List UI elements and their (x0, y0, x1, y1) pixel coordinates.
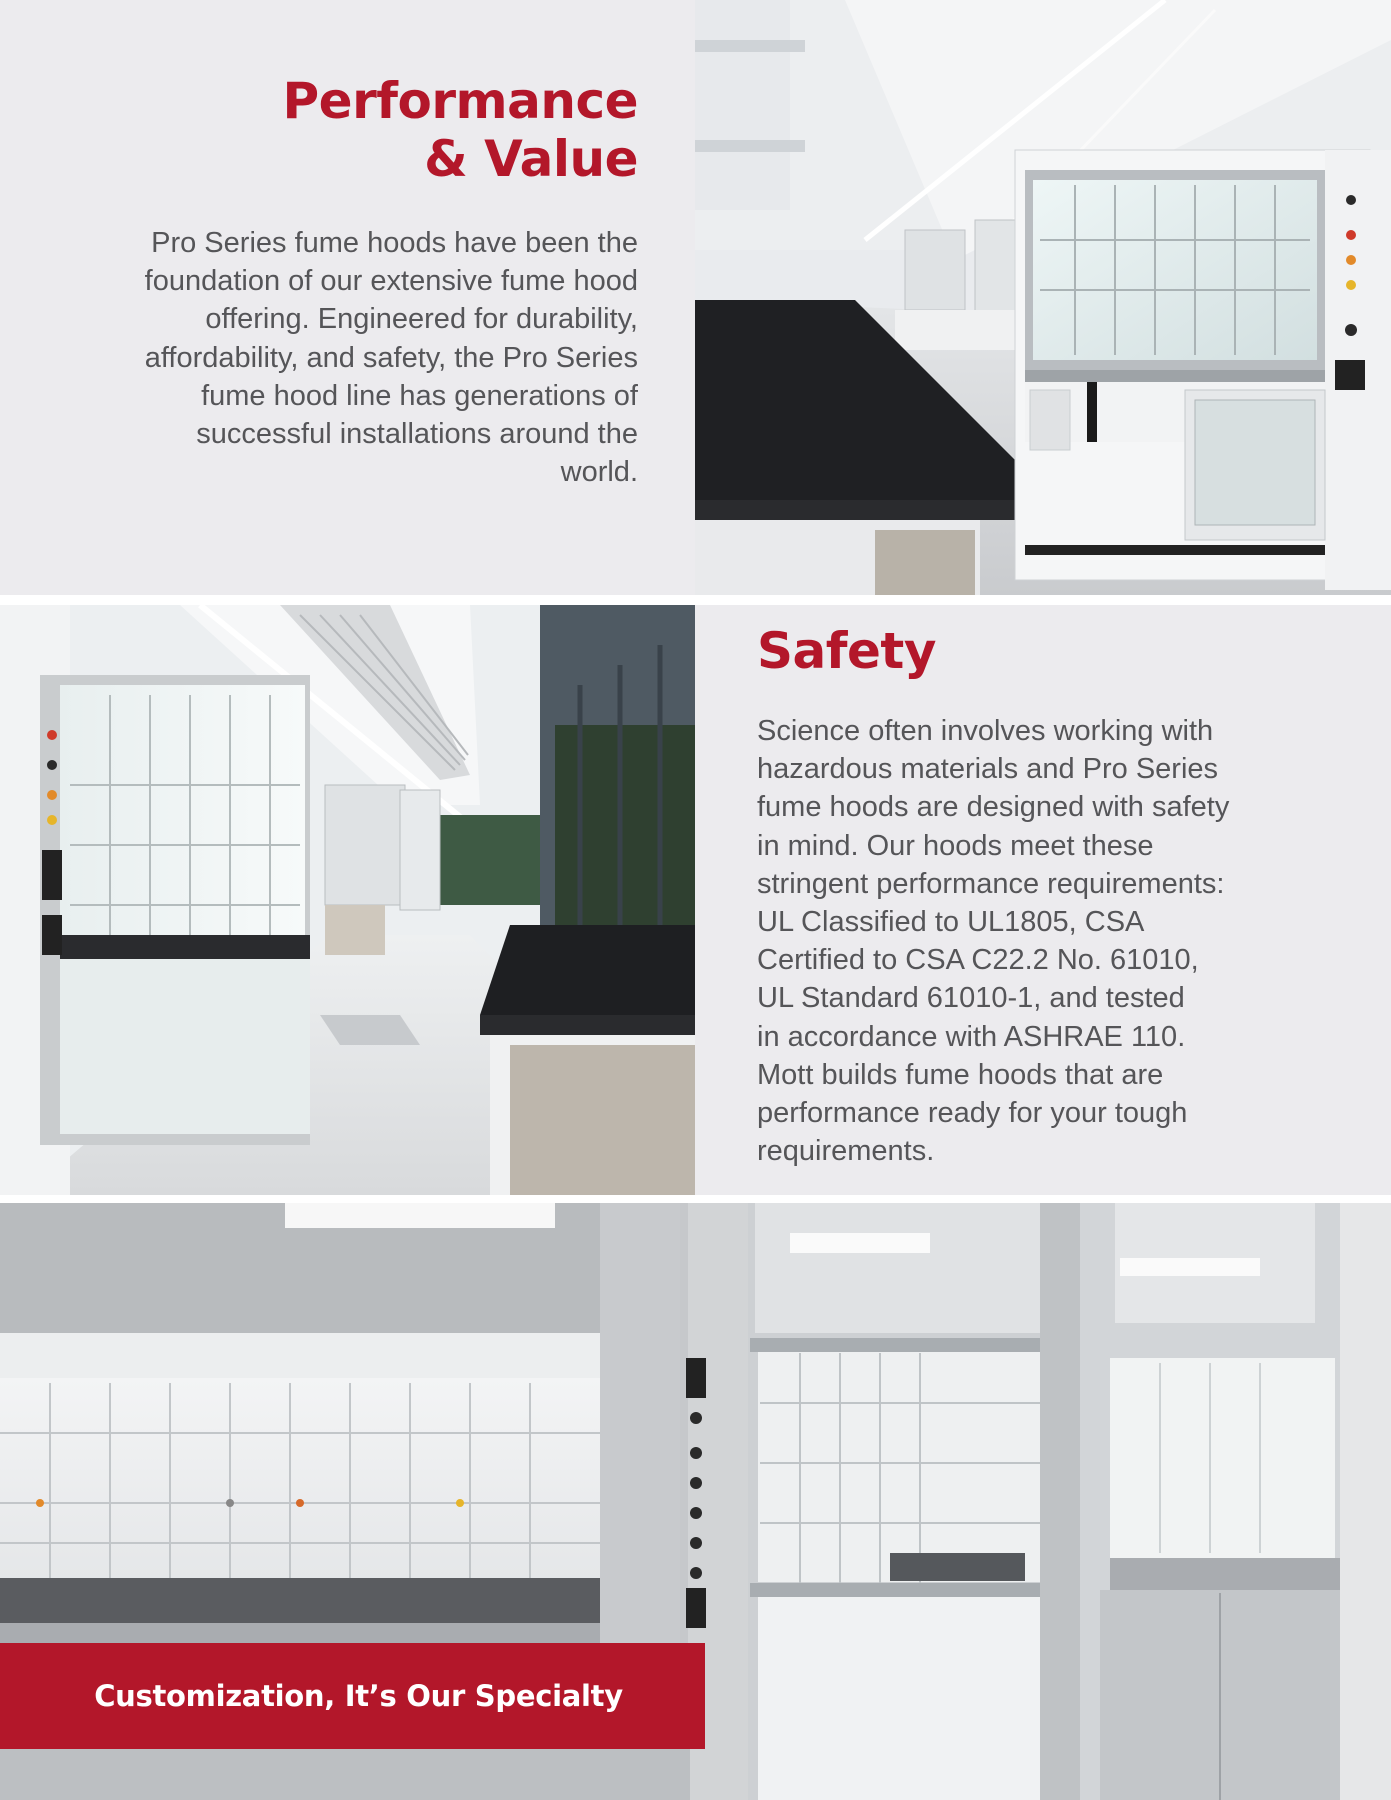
body-line: performance ready for your tough (757, 1097, 1188, 1130)
body-line: Mott builds fume hoods that are (757, 1058, 1164, 1091)
safety-panel (695, 605, 1391, 1195)
body-line: UL Classified to UL1805, CSA (757, 906, 1145, 939)
performance-value-heading (78, 72, 638, 188)
performance-value-body (58, 224, 638, 491)
safety-body (757, 712, 1317, 1170)
body-line: requirements. (757, 1135, 935, 1168)
body-line: Pro Series fume hoods have been the (151, 227, 638, 259)
performance-heading-line2: & Value (424, 130, 638, 188)
body-line: Certified to CSA C22.2 No. 61010, (757, 944, 1199, 977)
body-line: Science often involves working with (757, 715, 1214, 747)
body-line: world. (560, 456, 638, 489)
lab-fume-hood-photo-1 (695, 0, 1391, 595)
lab-fume-hood-photo-2 (0, 605, 695, 1195)
safety-heading: Safety (757, 622, 936, 680)
body-line: fume hood line has generations of (201, 379, 638, 412)
body-line: hazardous materials and Pro Series (757, 753, 1219, 786)
performance-heading-line1: Performance (282, 72, 638, 130)
body-line: stringent performance requirements: (757, 867, 1225, 900)
body-line: UL Standard 61010-1, and tested (757, 982, 1185, 1015)
body-line: in accordance with ASHRAE 110. (757, 1020, 1186, 1053)
body-line: offering. Engineered for durability, (205, 303, 638, 336)
body-line: affordability, and safety, the Pro Series (144, 341, 638, 374)
customization-banner-text: Customization, It’s Our Specialty (94, 1679, 623, 1713)
body-line: fume hoods are designed with safety (757, 791, 1230, 824)
performance-value-panel (0, 0, 695, 595)
customization-banner (0, 1643, 705, 1749)
body-line: successful installations around the (196, 418, 638, 451)
body-line: foundation of our extensive fume hood (144, 265, 638, 298)
body-line: in mind. Our hoods meet these (757, 829, 1154, 862)
